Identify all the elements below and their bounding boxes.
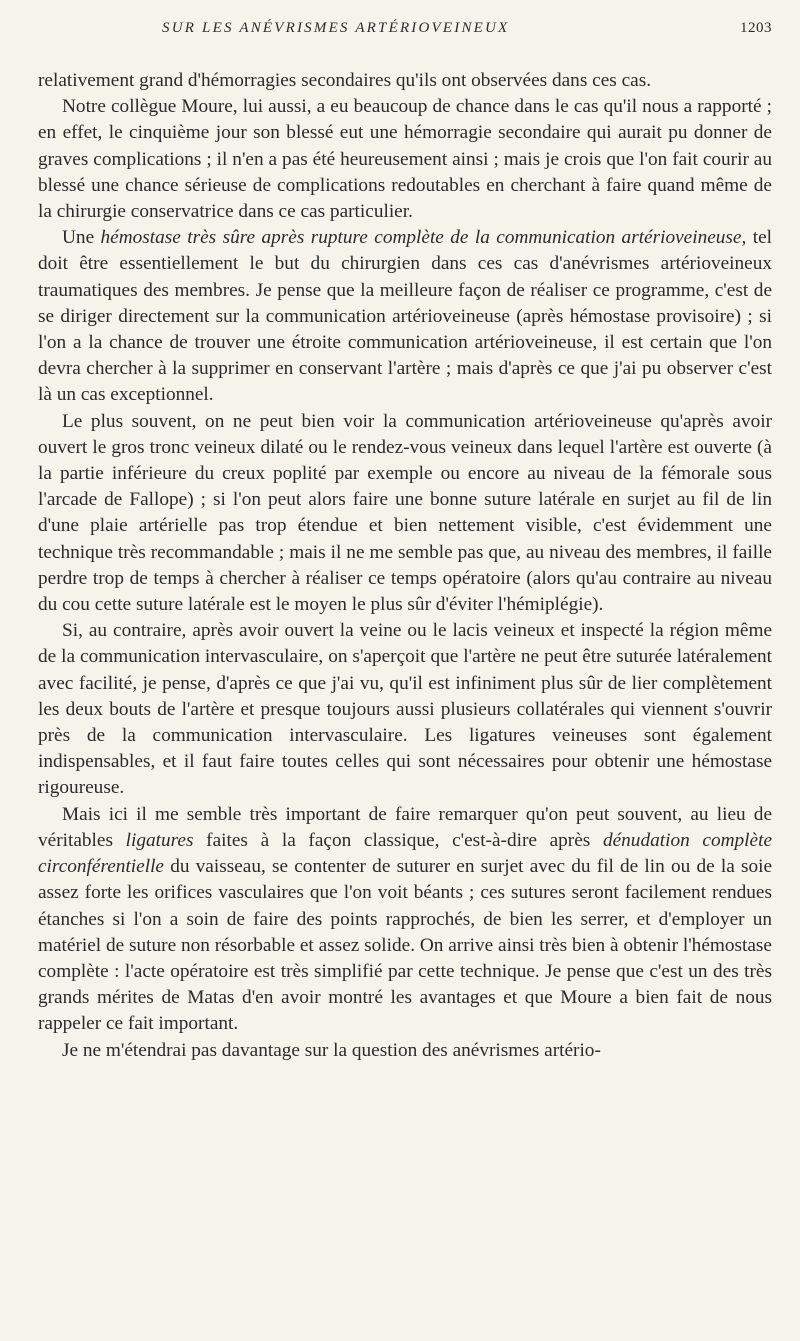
paragraph <box>38 68 772 94</box>
italic-phrase: ligatures <box>125 829 194 851</box>
italic-phrase: dénudation complète circonférentielle <box>38 829 772 878</box>
italic-phrase: hémostase très sûre après rupture complète de la communication artérioveineuse <box>100 227 742 249</box>
page-header <box>38 20 772 44</box>
paragraph <box>38 1038 772 1064</box>
running-head: SUR LES ANÉVRISMES ARTÉRIOVEINEUX <box>162 20 510 36</box>
paragraph-text: Notre collègue Moure, lui aussi, a eu beaucoup de chance dans le cas qu'il nous a rapporté ; en effet, le cinquième jour son blessé eut une hémorragie secondaire qui aurait pu donner de graves complications ; il n'en a pas été heureusement ainsi ; mais je crois que l'on fait courir au blessé une chance sérieuse de complications redoutables en cherchant à faire quand même de la chirurgie conservatrice dans ce cas particulier. <box>38 96 772 223</box>
paragraph-text: du vaisseau, se contenter de suturer en surjet avec du fil de lin ou de la soie assez forte les orifices vasculaires que l'on voit béants ; ces sutures seront facilement rendues étanches si l'on a soin de faire des points rapprochés, de bien les serrer, et d'employer un matériel de suture non résorbable et assez solide. On arrive ainsi très bien à obtenir l'hémostase complète : l'acte opératoire est très simplifié par cette technique. Je pense que c'est un des très grands mérites de Matas d'en avoir montré les avantages et que Moure a bien fait de nous rappeler ce fait important. <box>38 856 772 1035</box>
paragraph <box>38 618 772 801</box>
paragraph-text: , tel doit être essentiellement le but du chirurgien dans ces cas d'anévrismes artérioveineux traumatiques des membres. Je pense que la meilleure façon de réaliser ce programme, c'est de se diriger directement sur la communication artérioveineuse (après hémostase provisoire) ; si l'on a la chance de trouver une étroite communication artérioveineuse, il est certain que l'on devra chercher à la supprimer en conservant l'artère ; mais d'après ce que j'ai pu observer c'est là un cas exceptionnel. <box>38 227 772 406</box>
paragraph-text: Je ne m'étendrai pas davantage sur la question des anévrismes artério- <box>62 1039 601 1061</box>
body-text <box>38 68 772 1064</box>
paragraph-text: faites à la façon classique, c'est-à-dire après <box>193 829 603 851</box>
paragraph <box>38 802 772 1038</box>
paragraph-text: Une <box>62 227 101 249</box>
page-number: 1203 <box>740 20 772 36</box>
paragraph-text: Mais ici il me semble très important de faire remarquer qu'on peut souvent, au lieu de véritables <box>38 803 772 851</box>
paragraph-text: Si, au contraire, après avoir ouvert la veine ou le lacis veineux et inspecté la région même de la communication intervasculaire, on s'aperçoit que l'artère ne peut être suturée latéralement avec facilité, je pense, d'après ce que j'ai vu, qu'il est infiniment plus sûr de lier complètement les deux bouts de l'artère et presque toujours aussi plusieurs collatérales qui viennent s'ouvrir près de la communication intervasculaire. Les ligatures veineuses sont également indispensables, et il faut faire toutes celles qui sont nécessaires pour obtenir une hémostase rigoureuse. <box>38 620 772 799</box>
paragraph <box>38 94 772 225</box>
paragraph <box>38 409 772 619</box>
paragraph-text: relativement grand d'hémorragies secondaires qu'ils ont observées dans ces cas. <box>38 70 652 91</box>
paragraph-text: Le plus souvent, on ne peut bien voir la communication artérioveineuse qu'après avoir ouvert le gros tronc veineux dilaté ou le rendez-vous veineux dans lequel l'artère est ouverte (à la partie inférieure du creux poplité par exemple ou encore au niveau de la fémorale sous l'arcade de Fallope) ; si l'on peut alors faire une bonne suture latérale en surjet au fil de lin d'une plaie artérielle pas trop étendue et bien nettement visible, c'est évidemment une technique très recommandable ; mais il ne me semble pas que, au niveau des membres, il faille perdre trop de temps à chercher à réaliser ce temps opératoire (alors qu'au contraire au niveau du cou cette suture latérale est le moyen le plus sûr d'éviter l'hémiplégie). <box>38 410 772 616</box>
paragraph <box>38 225 772 408</box>
